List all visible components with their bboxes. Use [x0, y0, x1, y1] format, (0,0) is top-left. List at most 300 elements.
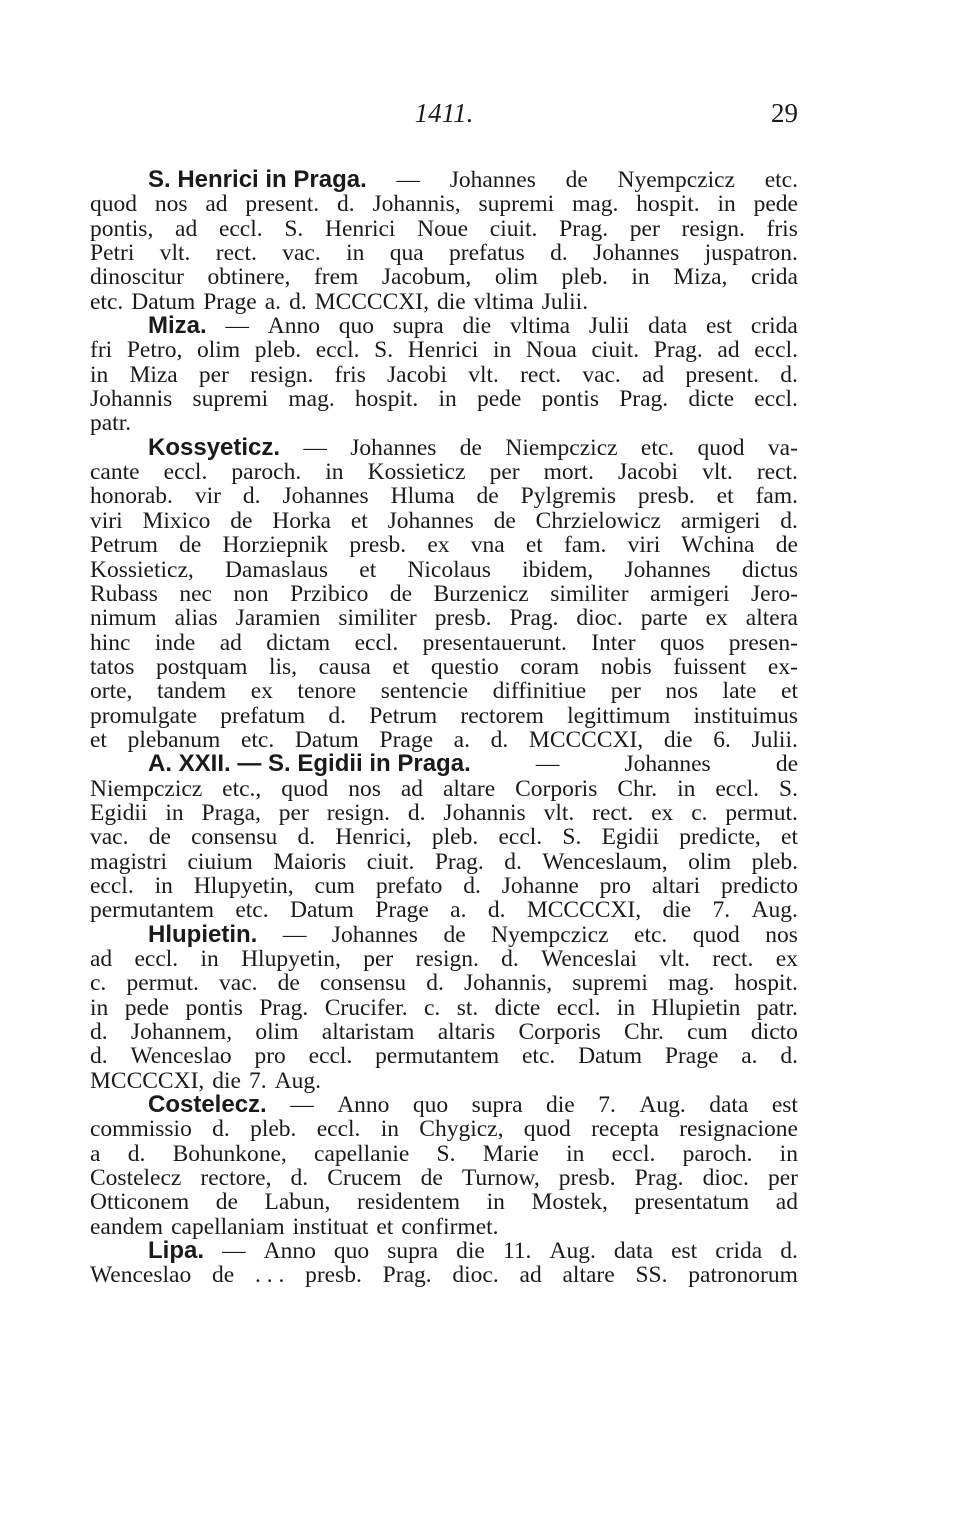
word: de — [476, 483, 499, 510]
word: Jero- — [751, 580, 798, 607]
word: Johannes — [449, 167, 536, 193]
word: Prage — [664, 1043, 719, 1070]
word: eccl. — [498, 824, 543, 851]
word: hospit. — [734, 970, 798, 997]
word: MCCCCXI, — [90, 1067, 205, 1094]
word: Johannem, — [130, 1019, 233, 1046]
entry-heading: Kossyeticz. — [148, 433, 281, 461]
word: nos — [154, 191, 188, 218]
entry-heading: Lipa. — [148, 1237, 205, 1265]
word: viri — [627, 532, 661, 559]
word: Maioris — [273, 848, 347, 875]
word: etc. — [640, 434, 675, 461]
word: Aug. — [274, 1067, 321, 1094]
word: de — [389, 580, 413, 607]
text-line — [90, 1117, 798, 1141]
word: 7. — [248, 1067, 267, 1094]
word: de — [215, 1189, 238, 1216]
word: fam. — [755, 483, 798, 510]
word: etc., — [222, 775, 262, 802]
word: d. — [504, 848, 522, 875]
word: d. — [487, 897, 506, 924]
word: similiter — [550, 580, 629, 607]
word: vac. — [282, 240, 321, 267]
word: quo — [412, 1092, 449, 1119]
text-line — [90, 704, 798, 728]
word: eccl. — [754, 337, 798, 364]
word: et — [525, 532, 543, 559]
word: — — [535, 751, 560, 778]
word: in — [90, 994, 109, 1021]
word: presb. — [349, 532, 407, 559]
word: de — [230, 507, 253, 534]
word: d. — [127, 1140, 146, 1167]
text-line — [90, 363, 798, 387]
word: obtinere, — [207, 264, 291, 291]
word: dioc. — [452, 1262, 499, 1289]
word: altare — [562, 1262, 615, 1289]
text-line — [90, 1142, 798, 1166]
word: ad — [519, 1262, 542, 1289]
word: ciuit. — [489, 215, 538, 242]
word: altari — [651, 872, 701, 899]
word: pleb. — [250, 1116, 297, 1143]
word: Anno — [263, 1238, 316, 1265]
word: data — [709, 1092, 749, 1119]
word: S. — [779, 775, 798, 802]
word: Burzenicz — [433, 580, 529, 607]
word: et — [359, 556, 377, 583]
word: supra — [392, 313, 444, 340]
word: Kossieticz, — [90, 556, 194, 583]
word: a — [90, 1140, 101, 1167]
word: Chygicz, — [419, 1116, 504, 1143]
word: eccl. — [315, 337, 360, 364]
text-line — [90, 582, 798, 606]
text-line — [90, 217, 798, 241]
word: Prag. — [634, 1165, 684, 1192]
word: ad — [641, 361, 665, 388]
word: etc. — [521, 1043, 556, 1070]
word: olim — [197, 337, 241, 364]
text-line — [90, 1166, 798, 1190]
word: de — [420, 1165, 443, 1192]
word: pede — [476, 386, 522, 413]
word: MCCCCXI, — [528, 726, 644, 753]
word: d. — [242, 483, 261, 510]
word: d. — [90, 1019, 108, 1046]
word: supra — [387, 1238, 439, 1265]
text-line — [90, 898, 798, 922]
text-line — [90, 558, 798, 582]
word: de — [775, 532, 798, 559]
word: vac. — [90, 824, 129, 851]
word: die — [436, 288, 466, 315]
word: predicto — [721, 872, 798, 899]
word: vlt. — [543, 799, 575, 826]
word: S. — [374, 337, 394, 364]
word: ciuit. — [366, 848, 415, 875]
word: a. — [264, 288, 282, 315]
word: resign. — [681, 215, 745, 242]
word: Horka — [272, 507, 331, 534]
word: c. — [691, 799, 708, 826]
word: altera — [745, 605, 798, 632]
word: nec — [179, 580, 212, 607]
word: late — [722, 678, 757, 705]
text-line — [90, 509, 798, 533]
text-line — [90, 460, 798, 484]
text-line — [90, 996, 798, 1020]
word: d. — [780, 507, 798, 534]
word: Prag. — [559, 215, 609, 242]
word: data — [613, 1238, 654, 1265]
word: Johannes — [593, 240, 680, 267]
word: die — [546, 1092, 575, 1119]
word: instituat — [292, 1213, 369, 1240]
word: ad — [219, 629, 242, 656]
word: — — [290, 1092, 314, 1119]
word: die — [662, 897, 692, 924]
word: inde — [154, 629, 196, 656]
word: Petri — [90, 240, 135, 267]
word: Corporis — [518, 1019, 601, 1046]
word: eccl. — [90, 872, 134, 899]
word: 7. — [712, 897, 731, 924]
word: permutantem — [375, 1043, 500, 1070]
word: tenore — [297, 678, 357, 705]
word: present. — [245, 191, 320, 218]
word: Crucem — [327, 1165, 402, 1192]
word: vlt. — [468, 361, 499, 388]
word: fris — [766, 215, 798, 242]
word: dinoscitur — [90, 264, 184, 291]
word: Datum — [289, 897, 354, 924]
word: pontis — [185, 994, 243, 1021]
word: de — [211, 1262, 235, 1289]
word: pede — [753, 191, 798, 218]
word: Chr. — [624, 1019, 664, 1046]
word: Rubass — [90, 580, 158, 607]
word: ex — [651, 799, 674, 826]
word: est — [771, 1092, 798, 1119]
word: per — [610, 678, 641, 705]
word: Damaslaus — [224, 556, 329, 583]
word: Mixico — [142, 507, 211, 534]
word: vlt. — [702, 459, 733, 486]
word: coram — [520, 653, 580, 680]
word: 11. — [502, 1238, 532, 1265]
word: vac. — [582, 361, 621, 388]
text-line — [90, 655, 798, 679]
page-number: 29 — [771, 98, 798, 128]
word: in — [717, 191, 736, 218]
word: in — [566, 1140, 585, 1167]
word: presentatum — [634, 1189, 750, 1216]
word: Hlupyetin, — [193, 872, 294, 899]
word: capellaniam — [171, 1213, 285, 1240]
word: Petro, — [126, 337, 183, 364]
word: confirmet. — [401, 1213, 499, 1240]
word: crida — [750, 313, 798, 340]
body-text — [90, 168, 798, 1288]
text-line — [90, 411, 798, 435]
word: parte — [640, 605, 688, 632]
word: Julii — [588, 313, 630, 340]
word: Egidii — [90, 799, 148, 826]
word: — — [396, 167, 420, 193]
word: per — [198, 361, 229, 388]
word: Aug. — [751, 897, 798, 924]
word: Crucifer. — [324, 994, 408, 1021]
text-line — [90, 728, 798, 752]
word: eccl. — [163, 459, 208, 486]
word: — — [222, 1238, 246, 1265]
text-line — [90, 1069, 798, 1093]
word: 7. — [598, 1092, 616, 1119]
word: Turnow, — [461, 1165, 540, 1192]
word: Kossieticz — [367, 459, 466, 486]
word: Johannis — [90, 386, 173, 413]
word: vac. — [219, 970, 258, 997]
word: dictam — [266, 629, 331, 656]
word: pontis — [541, 386, 599, 413]
word: Johanne — [501, 872, 579, 899]
word: Niempczicz — [505, 434, 618, 461]
word: etc. — [240, 726, 275, 753]
word: Chrzielowicz — [535, 507, 661, 534]
word: ibidem, — [522, 556, 594, 583]
word: recepta — [591, 1116, 659, 1143]
word: quod — [281, 775, 329, 802]
word: ciuit. — [591, 337, 640, 364]
word: in — [154, 872, 173, 899]
word: resign. — [250, 361, 314, 388]
word: vir — [194, 483, 221, 510]
word: et — [392, 653, 410, 680]
word: qua — [389, 240, 424, 267]
entry-heading: S. Henrici in Praga. — [148, 166, 367, 193]
word: de — [565, 167, 588, 193]
word: Jacobi — [387, 361, 448, 388]
text-line — [90, 338, 798, 362]
entry-heading: Miza. — [148, 312, 207, 340]
word: d. — [297, 824, 316, 851]
word: hospit. — [636, 191, 700, 218]
word: d. — [328, 702, 346, 729]
word: altaris — [437, 1019, 496, 1046]
word: S. — [284, 215, 304, 242]
text-line — [90, 1020, 798, 1044]
word: S. — [562, 824, 582, 851]
word: Petrum — [90, 532, 158, 559]
word: Egidii — [601, 824, 660, 851]
word: vltima — [509, 313, 571, 340]
word: data — [648, 313, 688, 340]
word: alias — [174, 605, 218, 632]
word: Niempczicz — [90, 775, 203, 802]
word: mag. — [572, 191, 619, 218]
word: dioc. — [702, 1165, 749, 1192]
text-line — [90, 606, 798, 630]
word: et — [716, 483, 734, 510]
word: olim — [688, 848, 732, 875]
word: — — [303, 434, 327, 461]
word: de — [775, 751, 798, 778]
word: olim — [255, 1019, 299, 1046]
word: Johannes — [624, 751, 711, 778]
word: olim — [494, 264, 538, 291]
word: Johannes — [282, 483, 369, 510]
word: dicte — [494, 994, 541, 1021]
word: dicte — [688, 386, 735, 413]
text-line — [90, 874, 798, 898]
text-line — [90, 971, 798, 995]
word: ex — [775, 946, 798, 972]
word: Henrici — [407, 337, 479, 364]
word: S. — [436, 1140, 456, 1167]
text-line — [90, 752, 798, 776]
word: postquam — [155, 653, 248, 680]
word: d. — [463, 872, 481, 899]
word: present. — [685, 361, 760, 388]
word: crida — [750, 264, 798, 291]
word: Prag. — [653, 337, 703, 364]
word: c. — [423, 994, 441, 1021]
word: presb. — [434, 605, 492, 632]
word: per — [629, 215, 660, 242]
word: ad — [175, 215, 198, 242]
word: per — [489, 459, 520, 486]
word: eccl. — [218, 215, 263, 242]
word: Prag. — [509, 605, 559, 632]
text-line — [90, 679, 798, 703]
word: Johannis, — [463, 970, 553, 997]
word: Johannes — [624, 556, 711, 583]
word: eccl. — [354, 629, 399, 656]
word: Prag. — [382, 1262, 432, 1289]
word: Nyempczicz — [617, 167, 735, 193]
word: in — [165, 799, 184, 826]
word: quod — [692, 921, 740, 948]
word: rectorem — [460, 702, 544, 729]
word: crida — [715, 1238, 763, 1265]
word: de — [148, 824, 171, 851]
word: d. — [407, 799, 426, 826]
word: Praga, — [201, 799, 261, 826]
word: tatos — [90, 653, 135, 680]
word: d. — [289, 288, 307, 315]
word: vlt. — [659, 946, 691, 972]
word: Noua — [525, 337, 577, 364]
word: dicto — [750, 1019, 798, 1046]
text-line — [90, 290, 798, 314]
word: consensu — [319, 970, 407, 997]
word: in — [779, 1140, 798, 1167]
word: Datum — [294, 726, 359, 753]
word: Costelecz — [90, 1165, 182, 1192]
word: pleb. — [561, 264, 608, 291]
word: mag. — [668, 970, 715, 997]
word: Anno — [267, 313, 320, 340]
word: Nyempczicz — [491, 921, 609, 948]
word: in — [486, 1189, 505, 1216]
text-line — [90, 265, 798, 289]
word: presb. — [305, 1262, 362, 1289]
word: d. — [780, 361, 798, 388]
word: paroch. — [682, 1140, 753, 1167]
word: commissio — [90, 1116, 192, 1143]
word: d. — [337, 191, 355, 218]
word: per — [363, 946, 394, 972]
text-line — [90, 192, 798, 216]
word: presen- — [728, 629, 798, 656]
word: in — [492, 337, 512, 364]
text-line — [90, 777, 798, 801]
word: armigeri — [649, 580, 730, 607]
word: in — [631, 264, 650, 291]
word: et — [350, 507, 368, 534]
word: altare — [442, 775, 496, 802]
word: resignacione — [679, 1116, 798, 1143]
word: Johannes — [331, 921, 418, 948]
word: Johannes — [387, 507, 474, 534]
text-line — [90, 631, 798, 655]
word: pleb. — [431, 824, 479, 851]
word: d. — [90, 1043, 108, 1070]
word: Jaramien — [235, 605, 321, 632]
word: resign. — [415, 946, 479, 972]
word: d. — [426, 970, 444, 997]
word: Prage — [379, 726, 434, 753]
word: SS. — [635, 1262, 668, 1289]
word: Prag. — [619, 386, 669, 413]
word: nobis — [600, 653, 652, 680]
word: etc. — [235, 897, 269, 924]
word: hinc — [90, 629, 131, 656]
word: Marie — [482, 1140, 539, 1167]
word: ad — [90, 946, 113, 972]
word: residentem — [356, 1189, 461, 1216]
running-head — [90, 98, 798, 134]
word: a. — [741, 1043, 758, 1070]
word: st. — [456, 994, 479, 1021]
word: pleb. — [254, 337, 302, 364]
page-year-heading: 1411. — [414, 98, 474, 128]
word: cum — [314, 872, 355, 899]
word: d. — [780, 1043, 798, 1070]
word: et — [376, 1213, 394, 1240]
word: questio — [430, 653, 499, 680]
word: d. — [490, 726, 509, 753]
word: et — [90, 726, 107, 753]
word: vltima — [473, 288, 534, 315]
word: in — [616, 994, 636, 1021]
text-line — [90, 241, 798, 265]
word: a. — [450, 897, 467, 924]
word: de — [459, 434, 482, 461]
word: ex — [705, 605, 728, 632]
word: Miza — [129, 361, 178, 388]
word: — — [225, 313, 249, 340]
entry-heading: Hlupietin. — [148, 920, 258, 948]
word: presb. — [637, 483, 695, 510]
word: d. — [290, 1165, 309, 1192]
word: de — [493, 507, 516, 534]
word: cante — [90, 459, 140, 486]
word: in — [90, 361, 109, 388]
word: rect. — [592, 799, 634, 826]
